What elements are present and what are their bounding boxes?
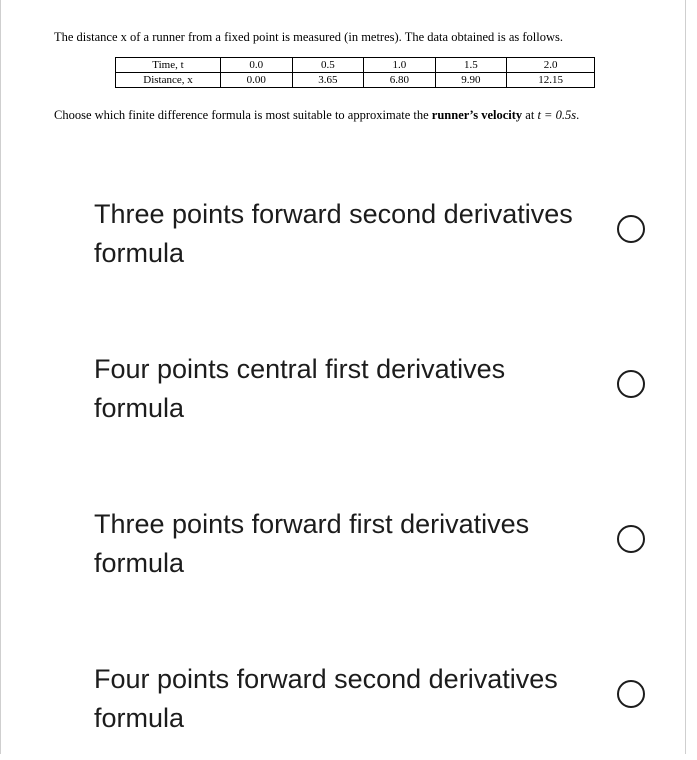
- table-row-time: [116, 58, 595, 73]
- question-prompt: [54, 108, 579, 123]
- prompt-bold-text: runner’s velocity: [431, 108, 523, 122]
- table-cell: 1.0: [364, 58, 436, 73]
- table-cell: 0.00: [221, 73, 293, 88]
- question-image: [1, 0, 687, 130]
- table-cell: 0.0: [221, 58, 293, 73]
- table-cell: 1.5: [435, 58, 507, 73]
- question-intro: The distance x of a runner from a fixed point is measured (in metres). The data obtained is as follows.: [54, 30, 563, 44]
- row-header-distance: Distance, x: [116, 73, 221, 88]
- option-label[interactable]: Four points central first derivatives formula: [94, 354, 506, 423]
- radio-button[interactable]: [617, 370, 645, 398]
- option-label[interactable]: Four points forward second derivatives formula: [94, 664, 558, 733]
- prompt-math: t = 0.5s: [537, 108, 577, 122]
- prompt-text-at: at: [522, 108, 538, 122]
- answer-option[interactable]: [1, 350, 687, 450]
- table-cell: 2.0: [507, 58, 595, 73]
- table-cell: 12.15: [507, 73, 595, 88]
- answer-option[interactable]: [1, 505, 687, 605]
- option-label[interactable]: Three points forward first derivatives formula: [94, 509, 530, 578]
- radio-button[interactable]: [617, 215, 645, 243]
- option-label[interactable]: Three points forward second derivatives formula: [94, 199, 573, 268]
- answer-option[interactable]: [1, 660, 687, 760]
- prompt-text: Choose which finite difference formula is most suitable to approximate the: [54, 108, 432, 122]
- radio-button[interactable]: [617, 525, 645, 553]
- radio-button[interactable]: [617, 680, 645, 708]
- table-cell: 0.5: [292, 58, 364, 73]
- answer-option[interactable]: [1, 195, 687, 295]
- table-cell: 6.80: [364, 73, 436, 88]
- row-header-time: Time, t: [116, 58, 221, 73]
- data-table: [115, 57, 595, 88]
- table-cell: 3.65: [292, 73, 364, 88]
- table-cell: 9.90: [435, 73, 507, 88]
- prompt-end: .: [576, 108, 580, 122]
- table-row-distance: [116, 73, 595, 88]
